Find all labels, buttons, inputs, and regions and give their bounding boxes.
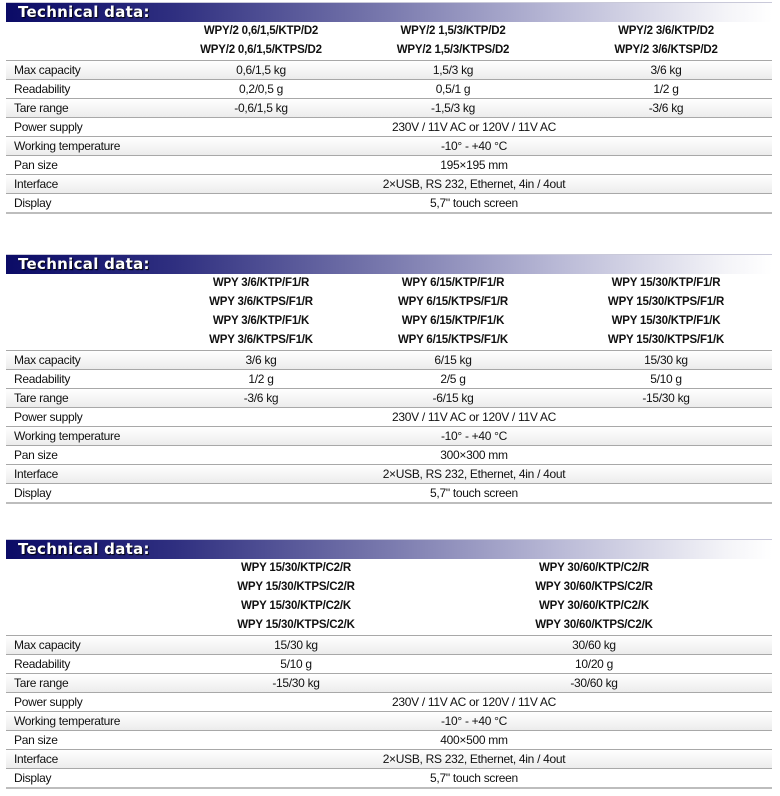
spec-row-tare-range — [6, 388, 772, 407]
model-name: WPY/2 1,5/3/KTP/D2 — [400, 25, 506, 37]
spec-value: 15/30 kg — [644, 353, 688, 367]
spec-label: Readability — [14, 82, 71, 96]
model-column — [560, 274, 772, 350]
model-name: WPY 15/30/KTPS/C2/K — [237, 619, 355, 631]
spec-value: 5/10 g — [280, 657, 312, 671]
spec-value: -10° - +40 °C — [440, 139, 508, 153]
model-name: WPY/2 3/6/KTP/D2 — [618, 25, 714, 37]
spec-value: 1/2 g — [653, 82, 679, 96]
spec-value: 300×300 mm — [440, 448, 508, 462]
spec-value: 230V / 11V AC or 120V / 11V AC — [392, 120, 556, 134]
model-name: WPY 30/60/KTP/C2/K — [539, 600, 649, 612]
spec-label: Readability — [14, 372, 71, 386]
spec-label: Pan size — [14, 158, 58, 172]
model-name: WPY/2 0,6/1,5/KTP/D2 — [203, 25, 319, 37]
spec-label: Tare range — [14, 391, 69, 405]
spec-value: 5,7" touch screen — [430, 486, 518, 500]
model-name: WPY 6/15/KTPS/F1/R — [398, 296, 508, 308]
spec-value: 195×195 mm — [440, 158, 508, 172]
model-name: WPY 6/15/KTP/F1/K — [401, 315, 505, 327]
spec-value: 5,7" touch screen — [430, 196, 518, 210]
model-name: WPY 15/30/KTP/C2/R — [241, 562, 351, 574]
section-banner: Technical data: — [6, 254, 772, 274]
spec-value: -30/60 kg — [570, 676, 618, 690]
model-name: WPY 3/6/KTPS/F1/R — [209, 296, 313, 308]
model-name: WPY 30/60/KTPS/C2/K — [535, 619, 653, 631]
spec-label: Working temperature — [14, 139, 121, 153]
technical-data-section-3 — [6, 539, 772, 789]
spec-value: -3/6 kg — [243, 391, 279, 405]
spec-label: Display — [14, 771, 52, 785]
spec-row-pan-size — [6, 445, 772, 464]
spec-row-interface — [6, 464, 772, 483]
spec-table — [6, 635, 772, 789]
spec-label: Max capacity — [14, 353, 81, 367]
spec-row-working-temperature — [6, 711, 772, 730]
spec-row-display — [6, 768, 772, 789]
spec-label: Interface — [14, 177, 58, 191]
spec-row-readability — [6, 654, 772, 673]
technical-data-section-1 — [6, 2, 772, 214]
spec-row-interface — [6, 174, 772, 193]
model-name: WPY 3/6/KTPS/F1/K — [209, 334, 313, 346]
spec-label: Max capacity — [14, 63, 81, 77]
spec-row-max-capacity — [6, 60, 772, 79]
model-name: WPY/2 1,5/3/KTPS/D2 — [396, 44, 510, 56]
spec-value: 3/6 kg — [245, 353, 277, 367]
model-column — [176, 559, 416, 635]
spec-row-pan-size — [6, 730, 772, 749]
model-name: WPY/2 3/6/KTSP/D2 — [614, 44, 718, 56]
spec-row-working-temperature — [6, 136, 772, 155]
model-name: WPY 15/30/KTPS/F1/K — [607, 334, 725, 346]
model-name: WPY 30/60/KTPS/C2/R — [535, 581, 653, 593]
model-column — [346, 22, 560, 60]
spec-label: Readability — [14, 657, 71, 671]
spec-value: 2×USB, RS 232, Ethernet, 4in / 4out — [382, 177, 566, 191]
spec-label: Working temperature — [14, 714, 121, 728]
spec-table — [6, 60, 772, 214]
model-header-row — [6, 22, 772, 60]
spec-value: 1/2 g — [248, 372, 274, 386]
spec-value: 2/5 g — [440, 372, 466, 386]
spec-label: Tare range — [14, 676, 69, 690]
model-name: WPY 15/30/KTPS/C2/R — [237, 581, 355, 593]
spec-row-max-capacity — [6, 635, 772, 654]
spec-row-interface — [6, 749, 772, 768]
spec-row-tare-range — [6, 98, 772, 117]
spec-row-readability — [6, 369, 772, 388]
spec-row-power-supply — [6, 117, 772, 136]
spec-value: 230V / 11V AC or 120V / 11V AC — [392, 410, 556, 424]
model-name: WPY/2 0,6/1,5/KTPS/D2 — [200, 44, 322, 56]
spec-row-tare-range — [6, 673, 772, 692]
spec-value: 5/10 g — [650, 372, 682, 386]
spec-value: 6/15 kg — [434, 353, 472, 367]
spec-value: 0,6/1,5 kg — [236, 63, 286, 77]
spec-label: Pan size — [14, 733, 58, 747]
spec-row-display — [6, 193, 772, 214]
model-name: WPY 6/15/KTPS/F1/K — [398, 334, 508, 346]
spec-value: 10/20 g — [575, 657, 613, 671]
section-banner: Technical data: — [6, 539, 772, 559]
model-name: WPY 3/6/KTP/F1/R — [212, 277, 310, 289]
model-column — [560, 22, 772, 60]
spec-label: Max capacity — [14, 638, 81, 652]
spec-row-max-capacity — [6, 350, 772, 369]
spec-value: 30/60 kg — [572, 638, 616, 652]
spec-value: 5,7" touch screen — [430, 771, 518, 785]
spec-value: 230V / 11V AC or 120V / 11V AC — [392, 695, 556, 709]
spec-value: -10° - +40 °C — [440, 429, 508, 443]
spec-label: Pan size — [14, 448, 58, 462]
spec-value: 15/30 kg — [274, 638, 318, 652]
spec-label: Display — [14, 196, 52, 210]
spec-row-display — [6, 483, 772, 504]
spec-row-pan-size — [6, 155, 772, 174]
spec-value: 2×USB, RS 232, Ethernet, 4in / 4out — [382, 467, 566, 481]
spec-row-readability — [6, 79, 772, 98]
model-column — [416, 559, 772, 635]
model-name: WPY 3/6/KTP/F1/K — [212, 315, 310, 327]
model-name: WPY 30/60/KTP/C2/R — [539, 562, 649, 574]
spec-value: 3/6 kg — [650, 63, 682, 77]
spec-value: 0,2/0,5 g — [238, 82, 283, 96]
spec-row-working-temperature — [6, 426, 772, 445]
spec-row-power-supply — [6, 692, 772, 711]
model-name: WPY 15/30/KTP/F1/K — [611, 315, 721, 327]
spec-label: Working temperature — [14, 429, 121, 443]
spec-label: Tare range — [14, 101, 69, 115]
spec-row-power-supply — [6, 407, 772, 426]
spec-value: -3/6 kg — [648, 101, 684, 115]
spec-table — [6, 350, 772, 504]
model-name: WPY 15/30/KTP/F1/R — [611, 277, 721, 289]
spec-value: -6/15 kg — [432, 391, 474, 405]
spec-label: Interface — [14, 752, 58, 766]
spec-label: Power supply — [14, 120, 83, 134]
spec-value: 2×USB, RS 232, Ethernet, 4in / 4out — [382, 752, 566, 766]
model-name: WPY 15/30/KTPS/F1/R — [607, 296, 725, 308]
spec-value: 1,5/3 kg — [432, 63, 474, 77]
model-name: WPY 6/15/KTP/F1/R — [401, 277, 505, 289]
spec-value: -0,6/1,5 kg — [234, 101, 288, 115]
section-banner: Technical data: — [6, 2, 772, 22]
spec-value: -1,5/3 kg — [431, 101, 475, 115]
spec-label: Interface — [14, 467, 58, 481]
model-name: WPY 15/30/KTP/C2/K — [241, 600, 351, 612]
model-column — [346, 274, 560, 350]
model-column — [176, 22, 346, 60]
spec-label: Display — [14, 486, 52, 500]
model-header-row — [6, 274, 772, 350]
spec-label: Power supply — [14, 410, 83, 424]
spec-value: -15/30 kg — [642, 391, 690, 405]
spec-value: 0,5/1 g — [435, 82, 471, 96]
spec-value: 400×500 mm — [440, 733, 508, 747]
technical-data-section-2 — [6, 254, 772, 504]
model-header-row — [6, 559, 772, 635]
spec-value: -10° - +40 °C — [440, 714, 508, 728]
spec-value: -15/30 kg — [272, 676, 320, 690]
model-column — [176, 274, 346, 350]
spec-label: Power supply — [14, 695, 83, 709]
